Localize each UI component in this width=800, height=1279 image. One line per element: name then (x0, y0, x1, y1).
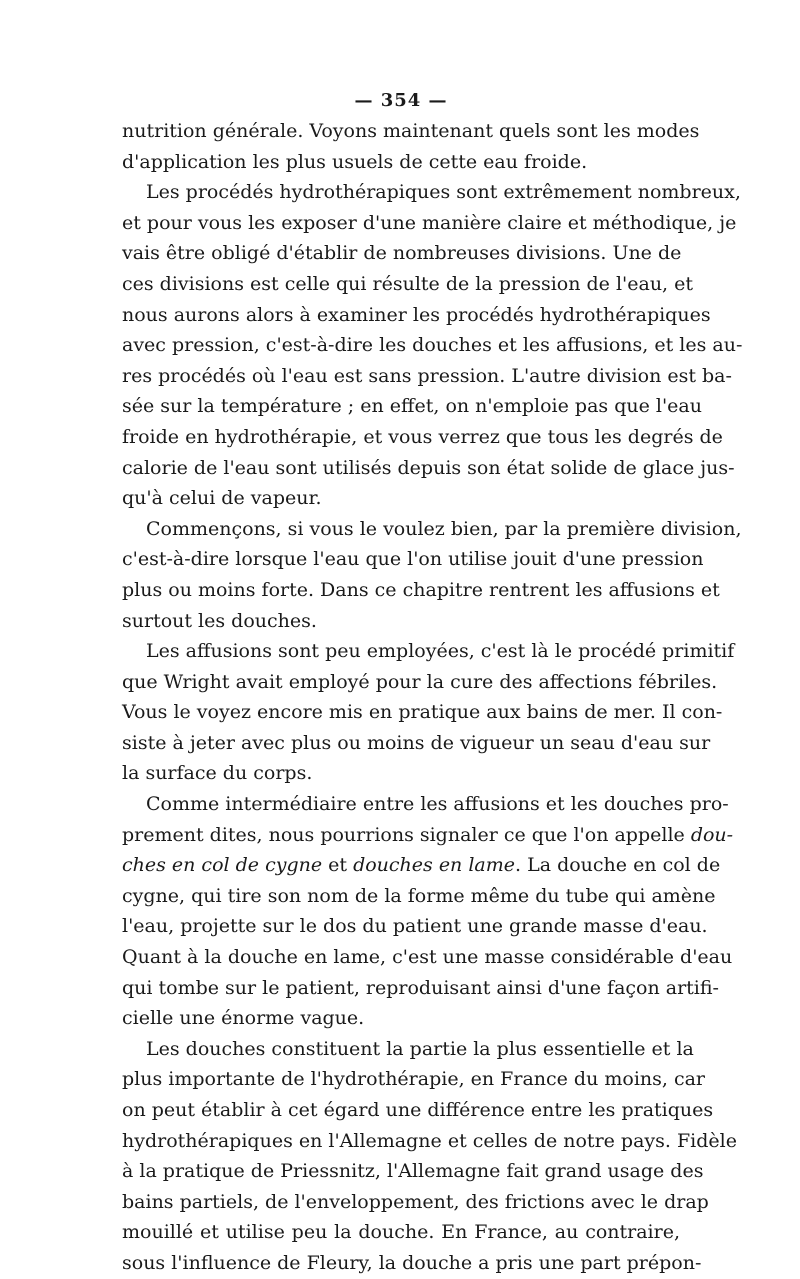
text-line: la surface du corps. (122, 762, 313, 785)
text-line: bains partiels, de l'enveloppement, des frictions avec le drap (122, 1190, 709, 1213)
text-line: Quant à la douche en lame, c'est une masse considérable d'eau (122, 946, 733, 969)
text-line: et pour vous les exposer d'une manière claire et méthodique, je (122, 211, 737, 234)
text-line: surtout les douches. (122, 609, 317, 632)
text-line: Les affusions sont peu employées, c'est là le procédé primitif (146, 640, 735, 663)
text-line: Les douches constituent la partie la plus essentielle et la (146, 1037, 694, 1060)
text-line: plus ou moins forte. Dans ce chapitre rentrent les affusions et (122, 578, 720, 601)
text-line: sée sur la température ; en effet, on n'emploie pas que l'eau (122, 395, 702, 418)
text-line: Commençons, si vous le voulez bien, par la première division, (146, 517, 742, 540)
book-page (122, 86, 743, 1279)
text-line: plus importante de l'hydrothérapie, en France du moins, car (122, 1068, 706, 1091)
text-line: avec pression, c'est-à-dire les douches et les affusions, et les au- (122, 334, 743, 357)
text-line: calorie de l'eau sont utilisés depuis son état solide de glace jus- (122, 456, 735, 479)
text-line: qu'à celui de vapeur. (122, 487, 322, 510)
text-line: Vous le voyez encore mis en pratique aux bains de mer. Il con- (122, 701, 723, 724)
text-line: Comme intermédiaire entre les affusions et les douches pro- (146, 793, 729, 816)
text-line: hydrothérapiques en l'Allemagne et celles de notre pays. Fidèle (122, 1129, 737, 1152)
text-body (122, 116, 743, 1279)
text-line: nous aurons alors à examiner les procédés hydrothérapiques (122, 303, 711, 326)
text-line: nutrition générale. Voyons maintenant quels sont les modes (122, 120, 700, 142)
text-line: vais être obligé d'établir de nombreuses divisions. Une de (122, 242, 682, 265)
text-line: qui tombe sur le patient, reproduisant ainsi d'une façon artifi- (122, 976, 719, 999)
page-number: — 354 — (354, 90, 448, 111)
text-line: sous l'influence de Fleury, la douche a pris une part prépon- (122, 1251, 702, 1274)
text-line: ces divisions est celle qui résulte de la pression de l'eau, et (122, 272, 694, 295)
text-line: froide en hydrothérapie, et vous verrez que tous les degrés de (122, 425, 723, 448)
text-line: cielle une énorme vague. (122, 1007, 365, 1030)
text-line: cygne, qui tire son nom de la forme même du tube qui amène (122, 884, 716, 907)
text-line: l'eau, projette sur le dos du patient une grande masse d'eau. (122, 915, 708, 938)
text-line: à la pratique de Priessnitz, l'Allemagne fait grand usage des (122, 1160, 704, 1183)
text-line: c'est-à-dire lorsque l'eau que l'on utilise jouit d'une pression (122, 548, 704, 571)
text-line: siste à jeter avec plus ou moins de vigueur un seau d'eau sur (122, 731, 711, 754)
text-line: d'application les plus usuels de cette eau froide. (122, 150, 588, 173)
text-line: res procédés où l'eau est sans pression. L'autre division est ba- (122, 364, 732, 387)
text-line: mouillé et utilise peu la douche. En France, au contraire, (122, 1221, 680, 1244)
text-line: prement dites, nous pourrions signaler ce que l'on appelle dou- (122, 823, 734, 846)
text-line: Les procédés hydrothérapiques sont extrêmement nombreux, (146, 181, 741, 204)
text-line: ches en col de cygne et douches en lame. La douche en col de (122, 854, 721, 877)
text-line: on peut établir à cet égard une différence entre les pratiques (122, 1099, 714, 1121)
text-line: que Wright avait employé pour la cure des affections fébriles. (122, 670, 718, 693)
